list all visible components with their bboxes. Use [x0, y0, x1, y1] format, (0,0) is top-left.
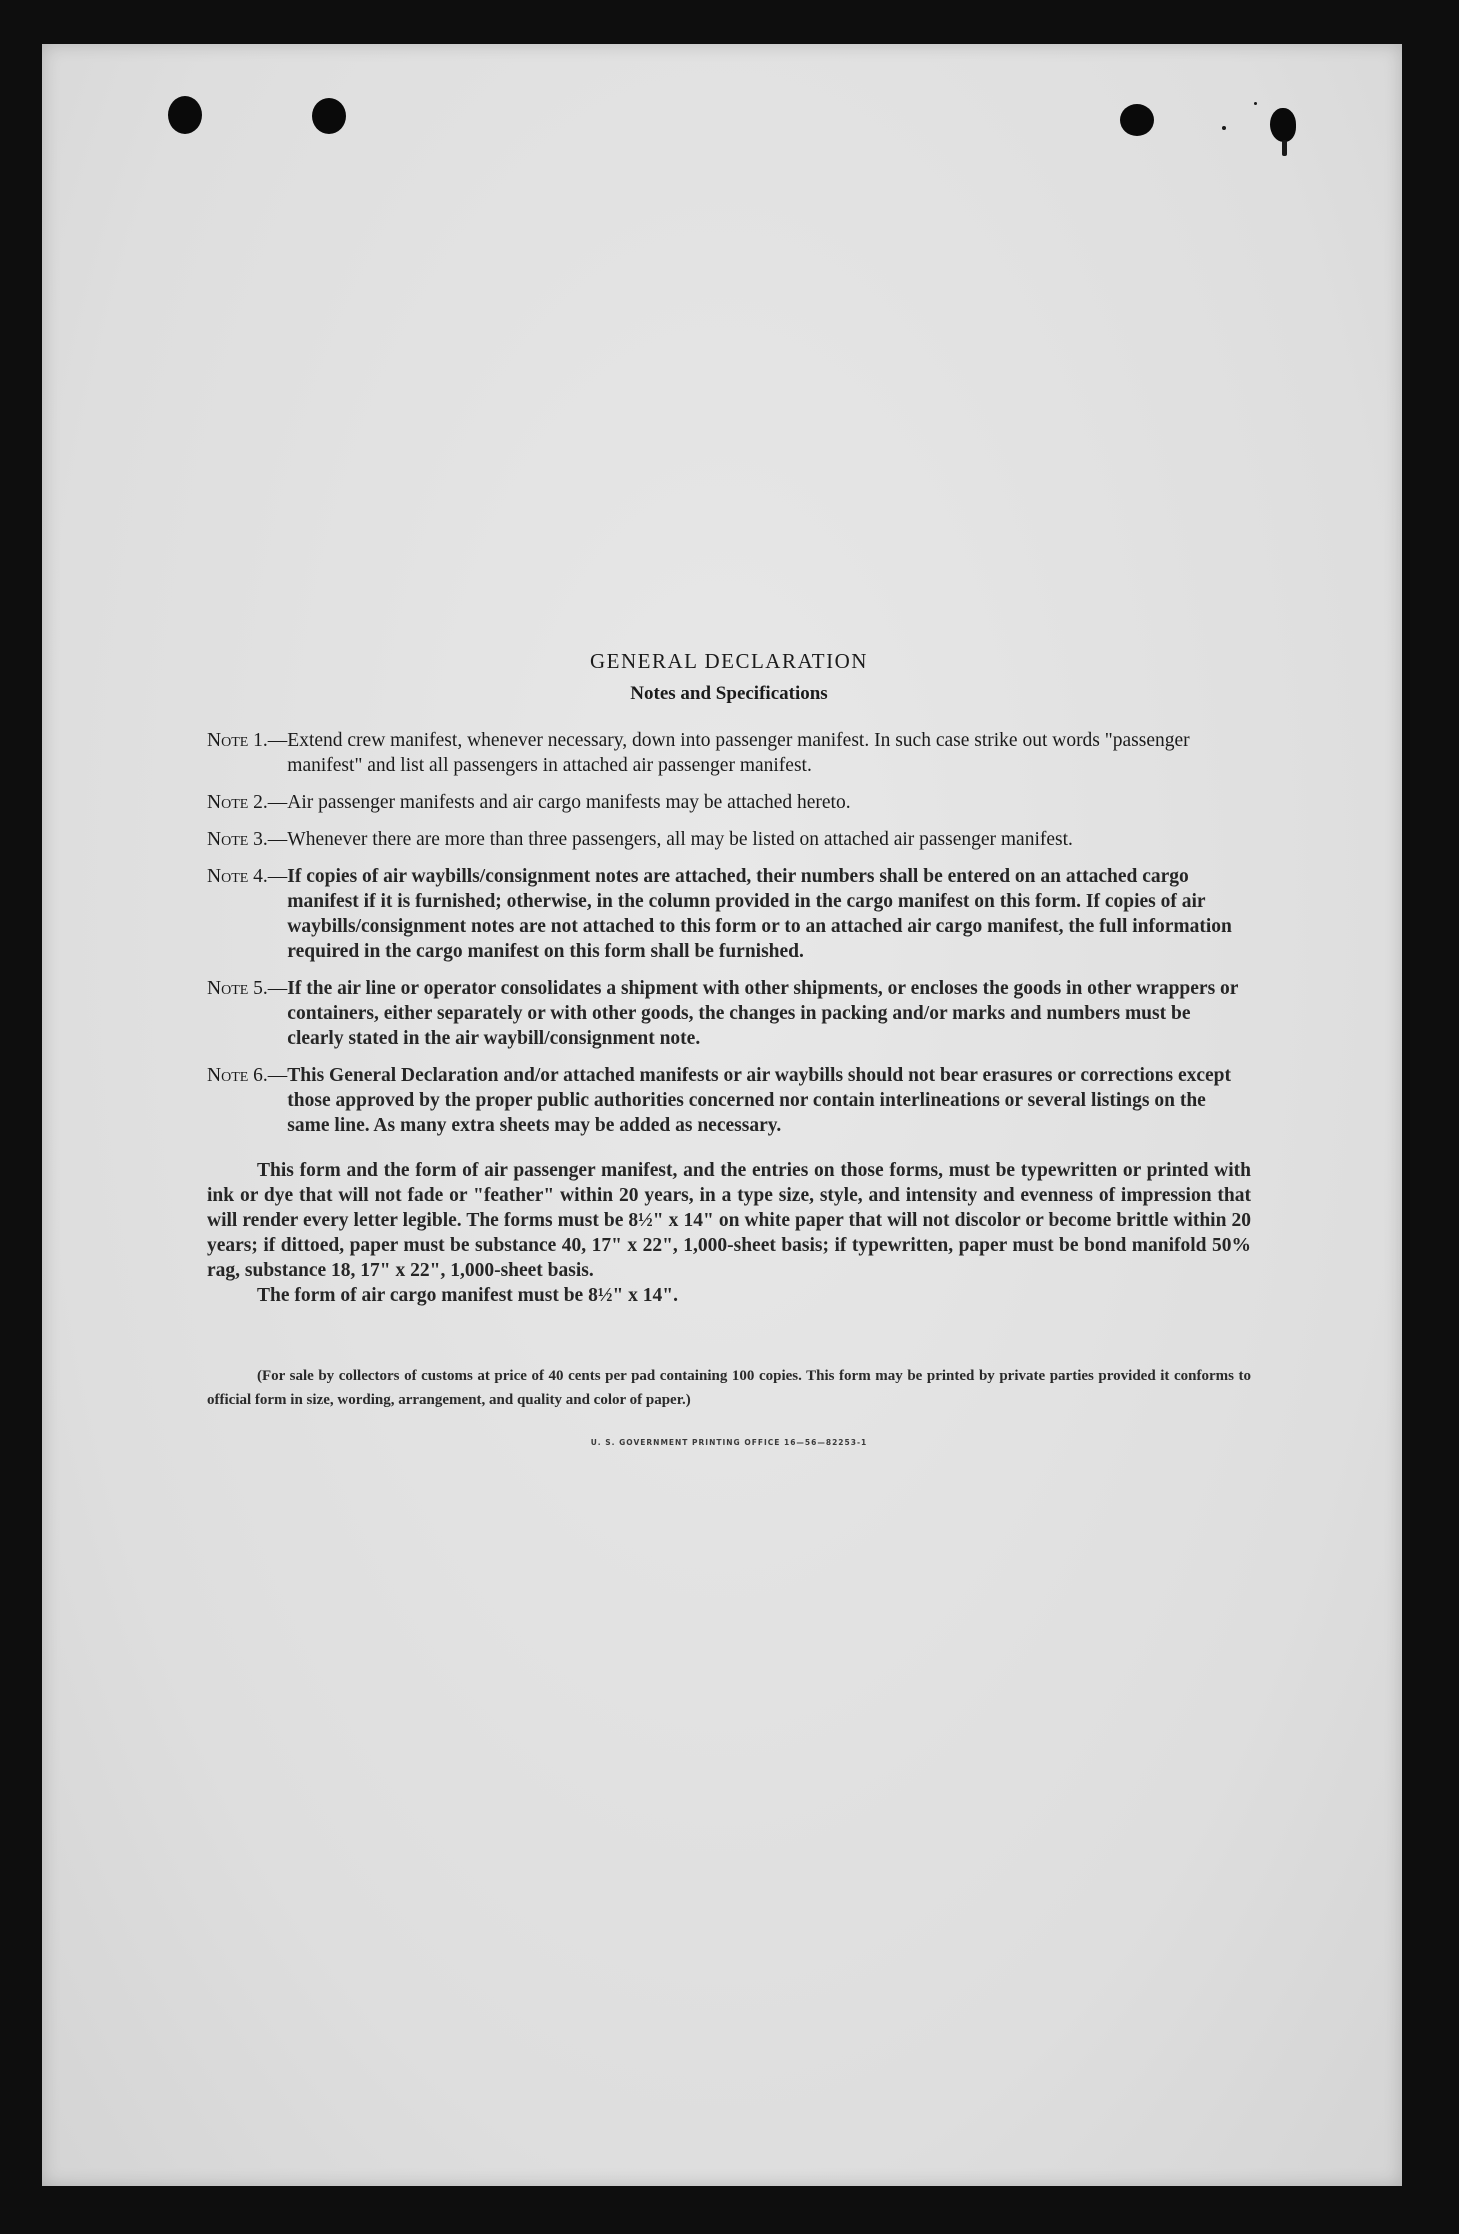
ink-speck	[1254, 102, 1257, 105]
note-5: Note 5. — If the air line or operator consolidates a shipment with other shipments, or encloses the goods in other wrappers or containers, either separately or with other goods, the changes in packing and/or marks and numbers must be clearly stated in the air waybill/consignment note.	[207, 976, 1251, 1051]
note-label: Note 3.	[207, 829, 268, 850]
note-label: Note 1.	[207, 730, 268, 751]
note-text: Air passenger manifests and air cargo manifests may be attached hereto.	[287, 792, 851, 813]
note-1: Note 1. — Extend crew manifest, whenever necessary, down into passenger manifest. In such case strike out words "passenger manifest" and list all passengers in attached air passenger manifest.	[207, 728, 1251, 778]
note-text: This General Declaration and/or attached manifests or air waybills should not bear erasures or corrections except those approved by the proper public authorities concerned nor contain interlineations or several listings on the same line. As many extra sheets may be added as necessary.	[287, 1065, 1232, 1136]
sale-notice: (For sale by collectors of customs at price of 40 cents per pad containing 100 copies. This form may be printed by private parties provided it conforms to official form in size, wording, arrangement, and quality and color of paper.)	[207, 1368, 1251, 1408]
note-label: Note 5.	[207, 978, 268, 999]
note-6: Note 6. — This General Declaration and/or attached manifests or air waybills should not bear erasures or corrections except those approved by the proper public authorities concerned nor contain interlineations or several listings on the same line. As many extra sheets may be added as necessary.	[207, 1063, 1251, 1138]
note-label: Note 4.	[207, 866, 268, 887]
note-2: Note 2. — Air passenger manifests and air cargo manifests may be attached hereto.	[207, 790, 1251, 815]
ink-speck	[1282, 140, 1287, 156]
note-label: Note 2.	[207, 792, 268, 813]
specification-paragraph: This form and the form of air passenger manifest, and the entries on those forms, must be typewritten or printed with ink or dye that will not fade or "feather" within 20 years, in a type size, style, and intensity and evenness of impression that will render every letter legible. The forms must be 8½" x 14" on white paper that will not discolor or become brittle within 20 years; if dittoed, paper must be substance 40, 17" x 22", 1,000-sheet basis; if typewritten, paper must be bond manifold 50% rag, substance 18, 17" x 22", 1,000-sheet basis.	[207, 1160, 1251, 1281]
document-title: GENERAL DECLARATION	[590, 649, 868, 673]
note-3: Note 3. — Whenever there are more than three passengers, all may be listed on attached air passenger manifest.	[207, 827, 1251, 852]
note-text: If the air line or operator consolidates a shipment with other shipments, or encloses the goods in other wrappers or containers, either separately or with other goods, the changes in packing and/or marks and numbers must be clearly stated in the air waybill/consignment note.	[287, 978, 1239, 1049]
note-label: Note 6.	[207, 1065, 268, 1086]
cargo-manifest-size: The form of air cargo manifest must be 8½" x 14".	[257, 1285, 678, 1306]
declaration-content	[207, 648, 1251, 1447]
note-text: Extend crew manifest, whenever necessary, down into passenger manifest. In such case strike out words "passenger manifest" and list all passengers in attached air passenger manifest.	[287, 730, 1190, 776]
note-text: Whenever there are more than three passengers, all may be listed on attached air passenger manifest.	[287, 829, 1073, 850]
punch-hole-far-right	[1270, 108, 1296, 142]
document-subtitle: Notes and Specifications	[630, 683, 828, 704]
ink-speck	[1222, 126, 1226, 130]
printer-line: U. S. GOVERNMENT PRINTING OFFICE 16—56—82253-1	[590, 1438, 868, 1447]
punch-hole-right	[1120, 104, 1154, 136]
note-4: Note 4. — If copies of air waybills/consignment notes are attached, their numbers shall be entered on an attached cargo manifest if it is furnished; otherwise, in the column provided in the cargo manifest on this form. If copies of air waybills/consignment notes are not attached to this form or to an attached air cargo manifest, the full information required in the cargo manifest on this form shall be furnished.	[207, 864, 1251, 964]
note-text: If copies of air waybills/consignment notes are attached, their numbers shall be entered on an attached cargo manifest if it is furnished; otherwise, in the column provided in the cargo manifest on this form. If copies of air waybills/consignment notes are not attached to this form or to an attached air cargo manifest, the full information required in the cargo manifest on this form shall be furnished.	[287, 866, 1232, 962]
punch-hole-left	[168, 96, 202, 134]
punch-hole-center-left	[312, 98, 346, 134]
